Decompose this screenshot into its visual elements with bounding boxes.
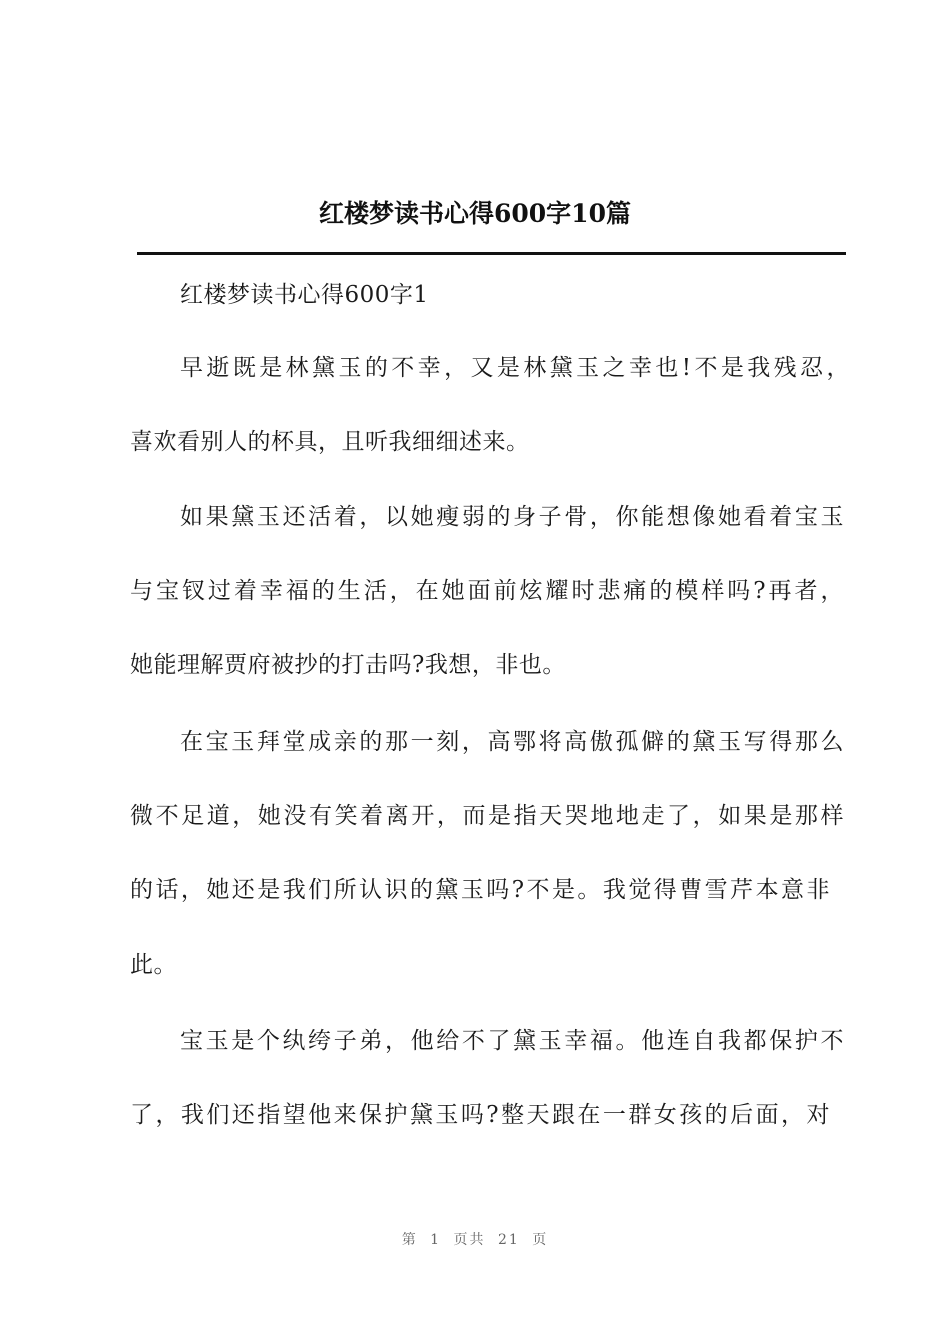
paragraph-line: 宝玉是个纨绔子弟，他给不了黛玉幸福。他连自我都保护不 xyxy=(180,1028,844,1054)
paragraph-line: 喜欢看别人的杯具，且听我细细述来。 xyxy=(130,429,530,455)
paragraph-line: 微不足道，她没有笑着离开，而是指天哭地地走了，如果是那样 xyxy=(130,803,844,829)
paragraph-line: 早逝既是林黛玉的不幸，又是林黛玉之幸也!不是我残忍， xyxy=(180,355,850,381)
paragraph-line: 她能理解贾府被抄的打击吗?我想，非也。 xyxy=(130,652,566,678)
page-number-footer: 第 1 页共 21 页 xyxy=(401,1232,549,1248)
paragraph-line: 此。 xyxy=(130,952,177,978)
paragraph-line: 在宝玉拜堂成亲的那一刻，高鄂将高傲孤僻的黛玉写得那么 xyxy=(180,729,844,755)
paragraph-line: 与宝钗过着幸福的生活，在她面前炫耀时悲痛的模样吗?再者， xyxy=(130,578,844,604)
document-title: 红楼梦读书心得600字10篇 xyxy=(319,199,631,228)
section-heading: 红楼梦读书心得600字1 xyxy=(180,282,429,308)
paragraph-line: 如果黛玉还活着，以她瘦弱的身子骨，你能想像她看着宝玉 xyxy=(180,504,844,530)
paragraph-line: 了，我们还指望他来保护黛玉吗?整天跟在一群女孩的后面，对 xyxy=(130,1102,830,1128)
title-divider xyxy=(137,252,846,255)
paragraph-line: 的话，她还是我们所认识的黛玉吗?不是。我觉得曹雪芹本意非 xyxy=(130,877,830,903)
